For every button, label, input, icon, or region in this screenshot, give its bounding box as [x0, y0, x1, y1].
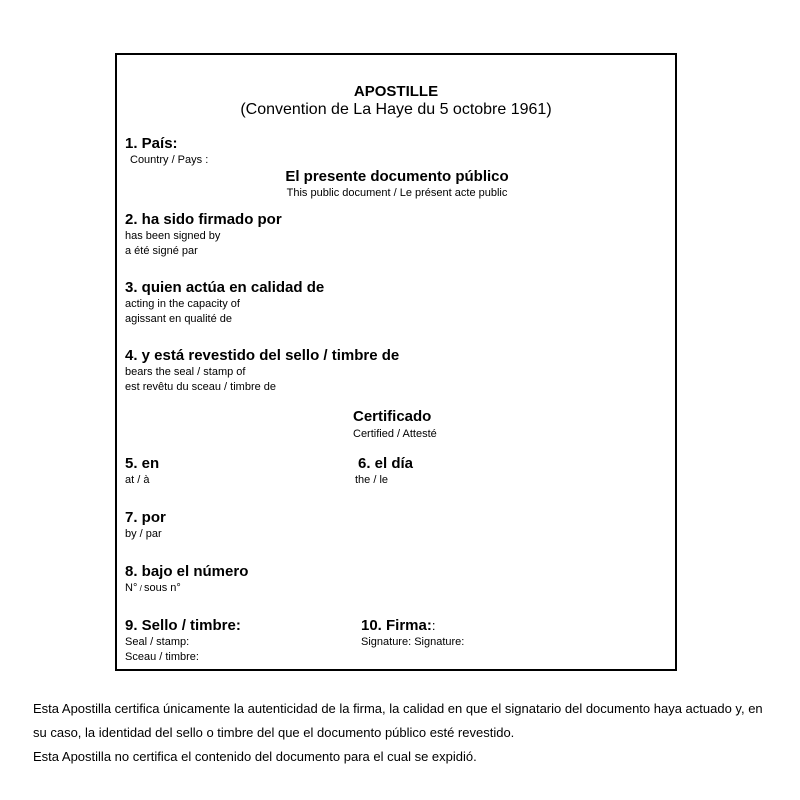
seal-sublabel-fr: est revêtu du sceau / timbre de — [125, 381, 277, 393]
convention-subtitle: (Convention de La Haye du 5 octobre 1961) — [240, 101, 552, 118]
number-sublabel-separator: / — [137, 584, 145, 593]
public-document-label: El presente documento público — [285, 168, 509, 185]
by-label: 7. por — [125, 509, 166, 526]
signature-heading — [361, 617, 436, 635]
signature-label: 10. Firma: — [361, 617, 432, 634]
number-sublabel-rest: sous n° — [144, 582, 181, 594]
signed-by-sublabel-en: has been signed by — [125, 230, 221, 242]
date-sublabel: the / le — [355, 474, 389, 486]
apostille-title: APOSTILLE — [353, 83, 439, 100]
capacity-label: 3. quien actúa en calidad de — [125, 279, 325, 296]
disclaimer-footer — [33, 697, 773, 769]
certified-label: Certificado — [353, 408, 432, 425]
disclaimer-content-paragraph: Esta Apostilla no certifica el contenido del documento para el cual se expidió. — [33, 749, 477, 764]
apostille-form — [115, 53, 677, 671]
country-label: 1. País: — [125, 135, 178, 152]
number-sublabel-main: N° — [125, 582, 138, 594]
place-sublabel: at / à — [125, 474, 150, 486]
signature-sublabel: Signature: Signature: — [361, 636, 465, 648]
signature-label-suffix: : — [431, 618, 436, 633]
place-label: 5. en — [125, 455, 160, 472]
date-label: 6. el día — [358, 455, 414, 472]
country-sublabel: Country / Pays : — [130, 154, 209, 166]
seal-label: 4. y está revestido del sello / timbre de — [125, 347, 400, 364]
public-document-sublabel: This public document / Le présent acte public — [286, 187, 508, 199]
stamp-sublabel-en: Seal / stamp: — [125, 636, 190, 648]
capacity-sublabel-fr: agissant en qualité de — [125, 313, 233, 325]
signed-by-sublabel-fr: a été signé par — [125, 245, 198, 257]
number-sublabel — [125, 581, 181, 596]
stamp-label: 9. Sello / timbre: — [125, 617, 241, 634]
capacity-sublabel-en: acting in the capacity of — [125, 298, 240, 310]
certified-sublabel: Certified / Attesté — [353, 428, 437, 440]
stamp-sublabel-fr: Sceau / timbre: — [125, 651, 199, 663]
seal-sublabel-en: bears the seal / stamp of — [125, 366, 246, 378]
public-document-block — [247, 168, 547, 201]
disclaimer-paragraph: Esta Apostilla certifica únicamente la autenticidad de la firma, la calidad en que el signatario del documento haya actuado y, en su caso, la identidad del sello o timbre del que el documento público esté revestido. — [33, 701, 763, 740]
by-sublabel: by / par — [125, 528, 162, 540]
number-label: 8. bajo el número — [125, 563, 249, 580]
signed-by-label: 2. ha sido firmado por — [125, 211, 282, 228]
